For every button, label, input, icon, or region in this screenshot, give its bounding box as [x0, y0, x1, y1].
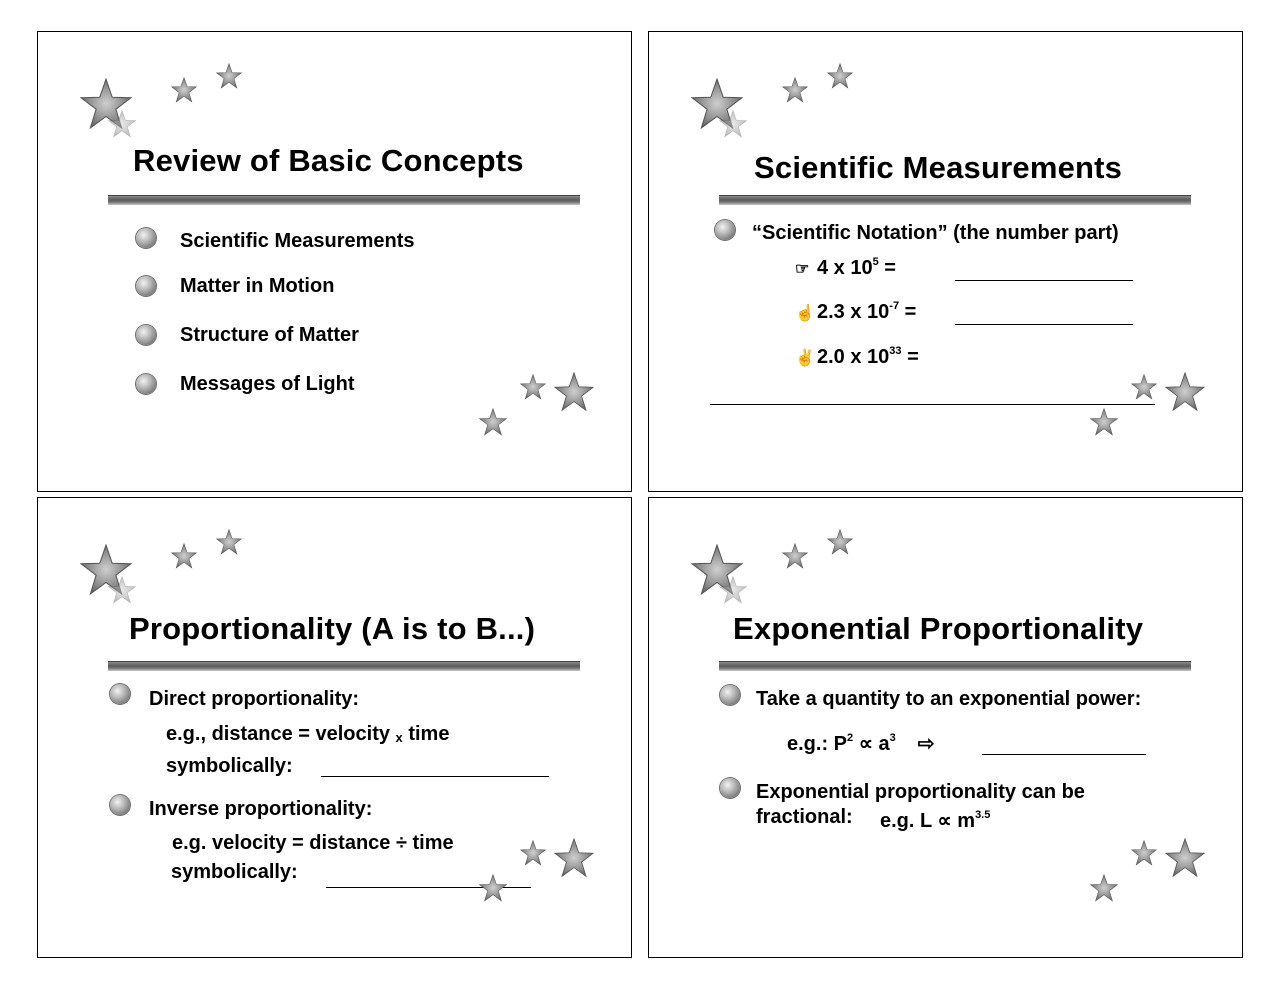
bullet-text: Matter in Motion	[180, 275, 335, 297]
star-icon	[1165, 372, 1205, 412]
symbolic-label: symbolically:	[171, 861, 298, 883]
star-icon	[171, 77, 197, 103]
title-rule	[719, 661, 1191, 671]
slide-scientific-measurements	[648, 31, 1243, 492]
star-icon	[1131, 374, 1157, 400]
star-icon	[479, 874, 507, 902]
star-icon	[108, 576, 136, 604]
bullet-text: Direct proportionality:	[149, 688, 360, 710]
bullet-icon	[110, 684, 130, 704]
star-icon	[479, 408, 507, 436]
star-icon	[1131, 840, 1157, 866]
bullet-text: Take a quantity to an exponential power:	[756, 688, 1142, 710]
bullet-icon	[110, 795, 130, 815]
star-icon	[108, 110, 136, 138]
star-icon	[520, 374, 546, 400]
bullet-icon	[136, 374, 156, 394]
bullet-text: Inverse proportionality:	[149, 798, 373, 820]
notation-item: ✌ 2.0 x $10^{33}$ =	[795, 345, 919, 368]
exponent-example: e.g.: $P^2 \propto a^3$ ⇨	[787, 732, 935, 755]
arrow-right-icon: ⇨	[917, 733, 935, 755]
star-icon	[171, 543, 197, 569]
bullet-text: Messages of Light	[180, 373, 355, 395]
star-icon	[554, 372, 594, 412]
star-icon	[827, 529, 853, 555]
bullet-text: Exponential proportionality can be	[756, 781, 1085, 803]
star-icon	[782, 543, 808, 569]
slide-proportionality	[37, 497, 632, 958]
star-icon	[827, 63, 853, 89]
bullet-text: Structure of Matter	[180, 324, 359, 346]
star-icon	[1165, 838, 1205, 878]
star-icon	[719, 110, 747, 138]
answer-blank	[710, 404, 1155, 405]
answer-blank	[982, 754, 1146, 755]
answer-blank	[955, 324, 1133, 325]
bullet-icon	[715, 220, 735, 240]
slide-title: Review of Basic Concepts	[133, 143, 524, 178]
bullet-text-continued: fractional:	[756, 806, 853, 828]
bullet-icon	[720, 778, 740, 798]
bullet-text: “Scientific Notation” (the number part)	[752, 222, 1119, 244]
example-text: e.g., distance = velocity x time	[166, 723, 450, 745]
hand-victory-icon: ✌	[795, 350, 815, 367]
bullet-text: Scientific Measurements	[180, 230, 415, 252]
notation-item: ☞ 4 x $10^5$ =	[795, 256, 896, 279]
star-icon	[719, 576, 747, 604]
slide-title: Scientific Measurements	[754, 150, 1123, 185]
star-icon	[216, 63, 242, 89]
star-icon	[1090, 874, 1118, 902]
title-rule	[719, 195, 1191, 205]
bullet-icon	[136, 325, 156, 345]
symbolic-label: symbolically:	[166, 755, 293, 777]
slide-exponential-proportionality	[648, 497, 1243, 958]
bullet-icon	[136, 228, 156, 248]
answer-blank	[321, 776, 549, 777]
star-icon	[1090, 408, 1118, 436]
answer-blank	[955, 280, 1133, 281]
hand-pointing-right-icon: ☞	[795, 261, 810, 278]
title-rule	[108, 195, 580, 205]
star-icon	[782, 77, 808, 103]
slide-title: Proportionality (A is to B...)	[129, 611, 536, 646]
bullet-icon	[720, 685, 740, 705]
star-icon	[554, 838, 594, 878]
example-text: e.g. velocity = distance ÷ time	[172, 832, 454, 854]
star-icon	[216, 529, 242, 555]
bullet-icon	[136, 276, 156, 296]
hand-pointing-up-icon: ☝	[795, 305, 815, 322]
slide-review-basic-concepts	[37, 31, 632, 492]
title-rule	[108, 661, 580, 671]
fractional-example: e.g. $L \propto m^{3.5}$	[880, 809, 991, 832]
slide-title: Exponential Proportionality	[733, 611, 1144, 646]
star-icon	[520, 840, 546, 866]
notation-item: ☝ 2.3 x $10^{-7}$ =	[795, 300, 917, 323]
